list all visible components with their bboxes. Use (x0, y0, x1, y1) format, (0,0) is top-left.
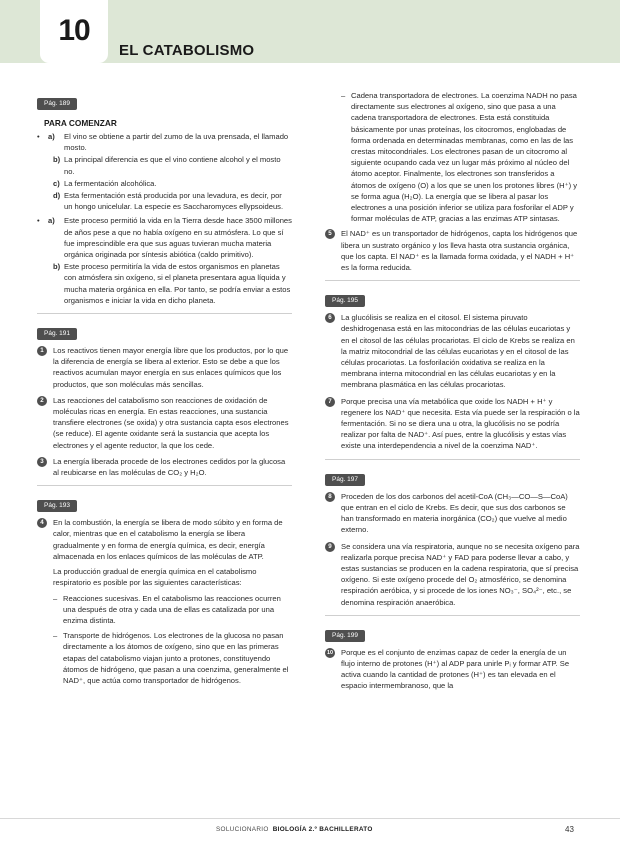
chapter-title: EL CATABOLISMO (119, 42, 255, 59)
answer-c1: c) La fermentación alcohólica. (53, 178, 157, 188)
answer-a1: • a) El vino se obtiene a partir del zumo de la uva prensada, el llamado mosto. (37, 132, 289, 153)
answer-d1: d) Esta fermentación está producida por una levadura, es decir, por un hongo unicelular. La especie es Saccharomyces ellypsoideus. (53, 191, 284, 212)
divider (325, 280, 580, 281)
right-column (325, 90, 580, 697)
q4-point-reacciones: – Reacciones sucesivas. En el catabolismo las reacciones ocurren una después de otra y cada una de ellas es catalizada por una enzima distinta. (53, 593, 281, 625)
answer-b2: b) Este proceso permitiría la vida de estos organismos en planetas con atmósfera sin oxígeno, si el planeta presentara agua líquida y mucha materia orgánica en ella. Por tanto, se podría enviar a estos organismos e iniciar la vida en dicho planeta. (53, 262, 291, 305)
page-ref-199: Pág. 199 (325, 630, 365, 642)
answer-a2: • a) Este proceso permitió la vida en la Tierra desde hace 3500 millones de años pese a que no había oxígeno en su atmósfera. Lo que sí fue imprescindible era que sus aguas tuvieran mucha materia orgánica originada por síntesis abiótica (caldo primitivo). (37, 216, 292, 260)
question-7: 7 Porque precisa una vía metabólica que oxide los NADH + H⁺ y regenere los NAD⁺ que necesita. Esta vía puede ser la respiración o la fermentación. Si no se diera una u otra, la glucólisis no se podría realizar por falta de NAD⁺. Así pues, entre la glucólisis y estas vías existe una interdependencia a nivel de la coenzima NAD⁺. (325, 396, 580, 452)
answer-b1: b) La principal diferencia es que el vino contiene alcohol y el mosto no. (53, 155, 281, 176)
divider (37, 313, 292, 314)
page-ref-193: Pág. 193 (37, 500, 77, 512)
page-ref-195: Pág. 195 (325, 295, 365, 307)
question-1: 1 Los reactivos tienen mayor energía libre que los productos, por lo que la diferencia de energía se libera al exterior. Esto se debe a que los reactivos acumulan mayor energía en sus enlaces químicos que los productos, que son moléculas más sencillas. (37, 345, 292, 390)
question-10: 10 Porque es el conjunto de enzimas capaz de ceder la energía de un flujo interno de protones (H⁺) al ADP para unirle Pᵢ y formar ATP. Se activa cuando la cantidad de protones (H⁺) es tan elevada en el espacio intermembranoso, que la (327, 647, 570, 691)
left-column (37, 92, 292, 691)
question-5: 5 El NAD⁺ es un transportador de hidrógenos, capta los hidrógenos que libera un sustrato orgánico y los lleva hasta otra sustancia orgánica, que los capta. El NAD⁺ es la llamada forma oxidada, y el NADH + H⁺ es la forma reducida. (325, 228, 580, 273)
chapter-number: 10 (58, 14, 90, 47)
section-heading: PARA COMENZAR (44, 118, 117, 128)
question-9: 9 Se considera una vía respiratoria, aunque no se necesita oxígeno para realizarla porque precisa NAD⁺ y FAD para poderse llevar a cabo, y estas sustancias se producen en la cadena respiratoria, que sí precisa oxígeno. Si este oxígeno procede del O₂ atmosférico, se denomina respiración aeróbica, y si procede de los iones NO₃⁻, SO₄²⁻, etc., se denomina respiración anaeróbica. (325, 541, 580, 608)
question-3: 3 La energía liberada procede de los electrones cedidos por la glucosa al reubicarse en las moléculas de CO₂ y H₂O. (37, 456, 292, 478)
q4-point-cadena: – Cadena transportadora de electrones. La coenzima NADH no pasa directamente sus electrones al oxígeno, sino que pasa a una cadena transportadora de electrones. Esta está constituida básicamente por unas proteínas, los citocromos, englobadas de forma ordenada en determinadas membranas, como en las de las crestas mitocondriales. Los electrones pasan de un citocromo al siguiente ocupando cada vez un lugar más próximo al núcleo del átomo aceptor. Finalmente, los electrones son transferidos a átomos de oxígeno (O) a los que se unen los protones libres (H⁺) y se forma agua (H₂O). La energía que se libera al pasar los electrones a una posición inferior se utiliza para fosforilar el ADP y formar moléculas de ATP, gracias a las enzimas ATP sintasas. (341, 91, 578, 224)
page-ref-189: Pág. 189 (37, 98, 77, 110)
page-number: 43 (565, 825, 574, 834)
question-8: 8 Proceden de los dos carbonos del acetil-CoA (CH₃—CO—S—CoA) que entran en el ciclo de Krebs. Es decir, que sus dos carbonos se han transformado en materia inorgánica (CO₂) que vuelve al medio externo. (325, 491, 580, 536)
page-ref-197: Pág. 197 (325, 474, 365, 486)
divider (325, 459, 580, 460)
divider (325, 615, 580, 616)
q4-point-transporte: – Transporte de hidrógenos. Los electrones de la glucosa no pasan directamente a los átomos de oxígeno, sino que en las primeras etapas del catabolismo viajan junto a protones, constituyendo átomos de hidrógeno, que pasan a una coenzima, generalmente el NAD⁺, que actúa como transportador de hidrógenos. (53, 631, 289, 685)
question-6: 6 La glucólisis se realiza en el citosol. El sistema piruvato deshidrogenasa está en las mitocondrias de las células eucariotas y en el citosol de las células procariotas. El ciclo de Krebs se realiza en la matriz mitocondrial de las células eucariotas y en el citosol de las células procariotas. La fosforilación oxidativa se realiza en la membrana interna mitocondrial en las células eucariotas y en la membrana plasmática en las células procariotas. (325, 312, 580, 390)
question-4: 4 En la combustión, la energía se libera de modo súbito y en forma de calor, mientras que en el catabolismo la energía se libera gradualmente y en forma de energía química, es decir, energía almacenada en los enlaces químicos de las moléculas de ATP. La producción gradual de energía química en el catabolismo respiratorio es posible por las siguientes características: – Reacciones sucesivas. En el catabolismo las reacciones ocurren una después de otra y cada una de ellas es catalizada por una enzima distinta. – Transporte de hidrógenos. Los electrones de la glucosa no pasan directamente a los átomos de oxígeno, sino que en las primeras etapas del catabolismo viajan junto a protones, constituyendo átomos de hidrógeno, que pasan a una coenzima, generalmente el NAD⁺, que actúa como transportador de hidrógenos. (37, 517, 292, 686)
footer-subject: BIOLOGÍA 2.º BACHILLERATO (272, 826, 373, 833)
divider (37, 485, 292, 486)
footer-label: SOLUCIONARIO BIOLOGÍA 2.º BACHILLERATO (216, 826, 373, 833)
footer-rule (0, 818, 620, 819)
question-2: 2 Las reacciones del catabolismo son reacciones de oxidación de moléculas ricas en energía. En estas reacciones, una sustancia transfiere electrones (se oxida) y otra sustancia capta esos electrones (se reduce). El agente oxidante será la sustancia que acepta los electrones y el agente reductor, la que los cede. (37, 395, 292, 451)
page-ref-191: Pág. 191 (37, 328, 77, 340)
